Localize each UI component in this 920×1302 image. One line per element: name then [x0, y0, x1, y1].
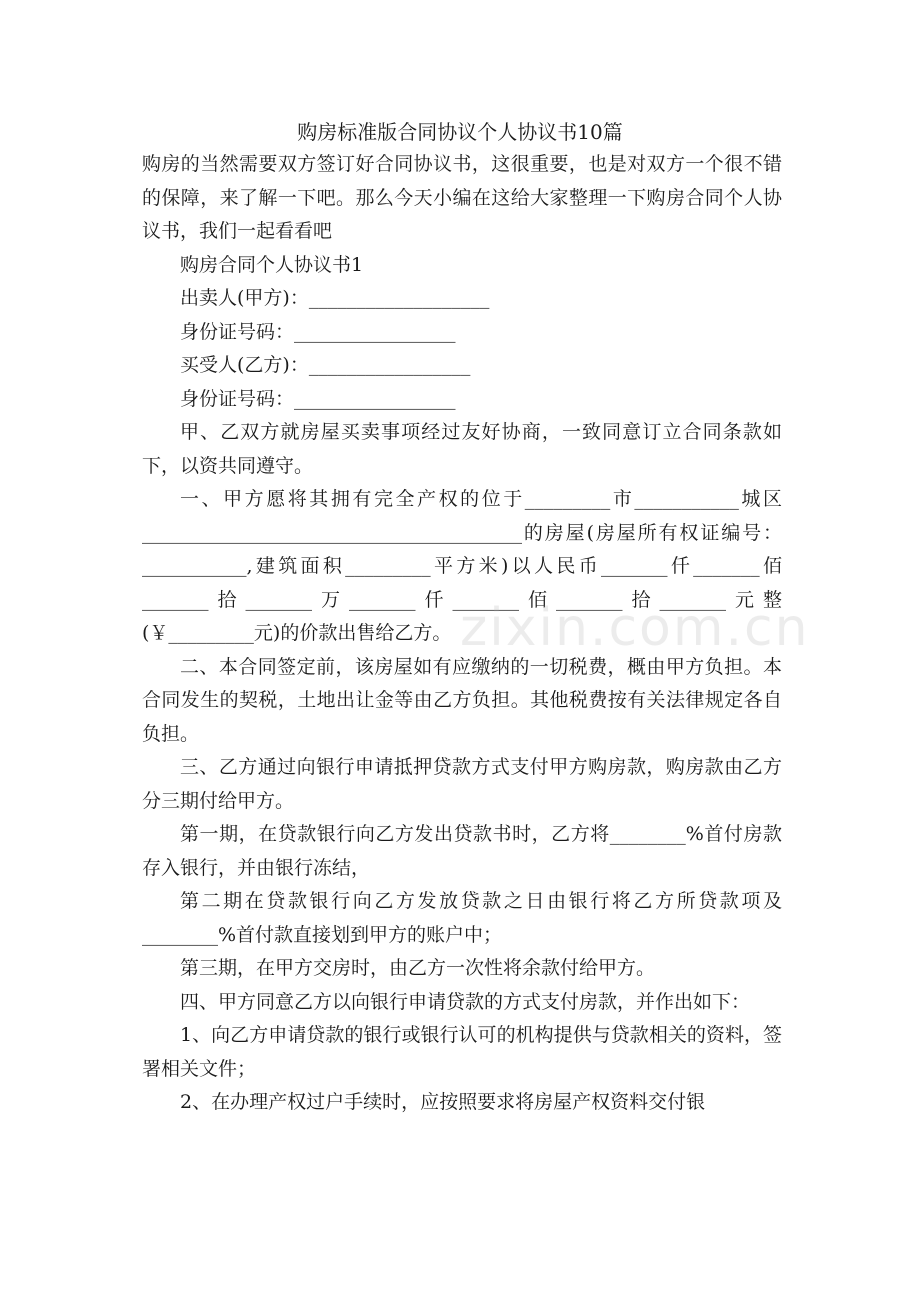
buyer-line: 买受人(乙方)：_________________ [180, 354, 471, 376]
seller-id-line: 身份证号码：_________________ [180, 320, 456, 343]
clause-4-item-1: 1、向乙方申请贷款的银行或银行认可的机构提供与贷款相关的资料，签署相关文件； [142, 1024, 782, 1080]
clause-1: 一、甲方愿将其拥有完全产权的位于_________市___________城区________________________________________的房屋(房屋所有权证编号：___________,建筑面积_________平方米)以人民币_______仟_______佰_______拾_______万_______仟_______佰_______拾_______元整(￥_________元)的价款出售给乙方。 [142, 488, 782, 644]
document-body [142, 148, 782, 1120]
watermark-text: zixin.com.cn [460, 598, 810, 658]
clause-4: 四、甲方同意乙方以向银行申请贷款的方式支付房款，并作出如下： [180, 990, 751, 1013]
document-title: 购房标准版合同协议个人协议书10篇 [297, 120, 623, 144]
intro-paragraph: 购房的当然需要双方签订好合同协议书，这很重要，也是对双方一个很不错的保障，来了解一下吧。那么今天小编在这给大家整理一下购房合同个人协议书，我们一起看看吧 [142, 153, 782, 242]
clause-3: 三、乙方通过向银行申请抵押贷款方式支付甲方购房款，购房款由乙方分三期付给甲方。 [142, 756, 782, 812]
payment-phase-1: 第一期，在贷款银行向乙方发出贷款书时，乙方将________%首付房款存入银行，并由银行冻结， [142, 823, 782, 879]
clause-4-item-2: 2、在办理产权过户手续时，应按照要求将房屋产权资料交付银 [180, 1091, 706, 1113]
agreement-paragraph: 甲、乙双方就房屋买卖事项经过友好协商，一致同意订立合同条款如下，以资共同遵守。 [142, 421, 782, 477]
section-heading: 购房合同个人协议书1 [180, 253, 364, 276]
seller-line: 出卖人(甲方)：___________________ [180, 287, 490, 309]
payment-phase-3: 第三期，在甲方交房时，由乙方一次性将余款付给甲方。 [180, 957, 656, 979]
buyer-id-line: 身份证号码：_________________ [180, 387, 456, 410]
clause-2: 二、本合同签定前，该房屋如有应缴纳的一切税费，概由甲方负担。本合同发生的契税，土地出让金等由乙方负担。其他税费按有关法律规定各自负担。 [142, 655, 782, 745]
payment-phase-2: 第二期在贷款银行向乙方发放贷款之日由银行将乙方所贷款项及________%首付款直接划到甲方的账户中； [142, 890, 782, 946]
